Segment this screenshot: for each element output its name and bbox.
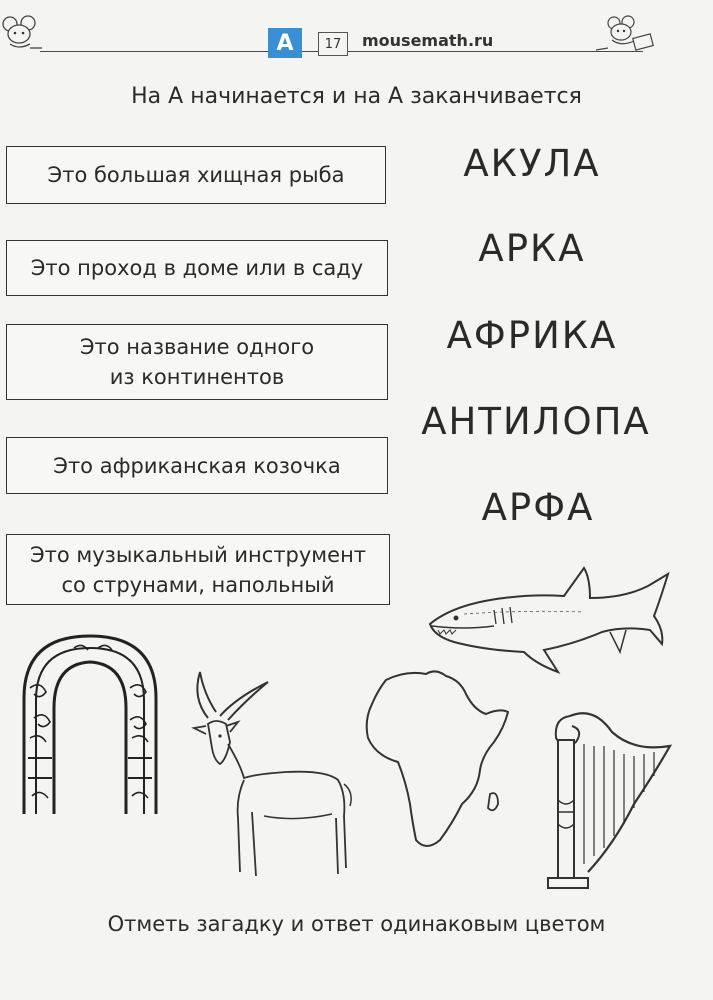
riddle-line: со струнами, напольный: [61, 572, 335, 597]
riddle-line: Это африканская козочка: [53, 453, 341, 478]
riddle-box-africa[interactable]: [6, 324, 388, 400]
riddle-line: Это большая хищная рыба: [47, 163, 345, 187]
answer-word-shark[interactable]: АКУЛА: [463, 142, 601, 185]
antelope-illustration: [186, 668, 358, 880]
answer-word-antelope[interactable]: АНТИЛОПА: [421, 400, 651, 443]
shark-illustration: [424, 560, 672, 680]
instruction-text: Отметь загадку и ответ одинаковым цветом: [107, 912, 606, 936]
answer-word-arch[interactable]: АРКА: [478, 227, 586, 270]
riddle-box-antelope[interactable]: [6, 437, 388, 494]
answer-word-africa[interactable]: АФРИКА: [446, 314, 618, 357]
riddle-line: из континентов: [109, 365, 285, 389]
page-title: На А начинается и на А заканчивается: [131, 84, 582, 109]
riddle-line: Это музыкальный инструмент: [29, 542, 367, 567]
riddle-box-arch[interactable]: [6, 240, 388, 296]
riddle-box-harp[interactable]: [6, 534, 390, 605]
mouse-reading-icon: [594, 14, 660, 56]
answer-word-harp[interactable]: АРФА: [481, 486, 595, 529]
riddle-box-shark[interactable]: [6, 146, 386, 204]
africa-map-illustration: [362, 664, 516, 860]
page-number: 17: [318, 32, 348, 56]
riddle-line: Это название одного: [79, 335, 315, 359]
arch-illustration: [14, 628, 166, 818]
site-url: mousemath.ru: [362, 31, 494, 50]
mouse-icon: [0, 14, 44, 54]
harp-illustration: [544, 704, 678, 892]
letter-badge: А: [268, 28, 302, 58]
riddle-line: Это проход в доме или в саду: [30, 256, 364, 280]
